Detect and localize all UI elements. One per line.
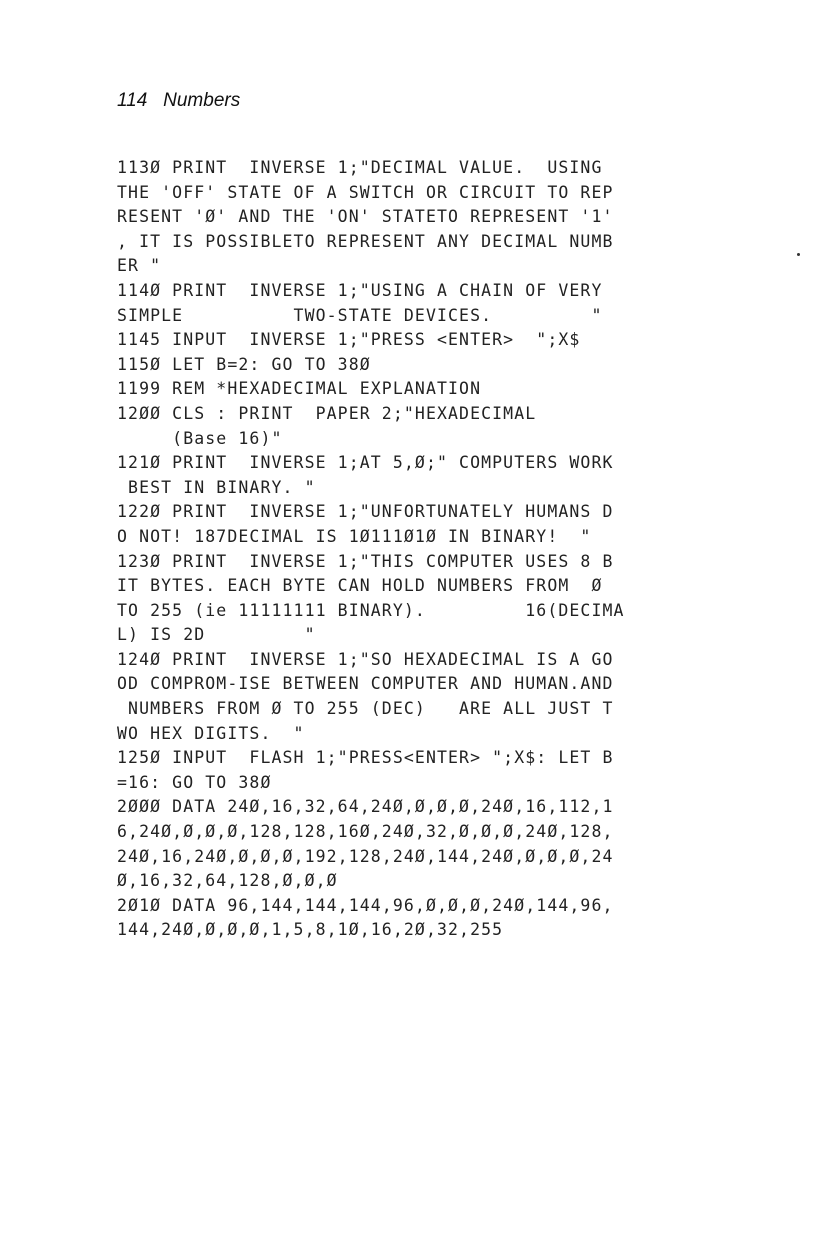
code-line: 125Ø INPUT FLASH 1;"PRESS<ENTER> ";X$: LET B <box>117 748 614 768</box>
code-line: =16: GO TO 38Ø <box>117 772 272 792</box>
code-line: 2ØØØ DATA 24Ø,16,32,64,24Ø,Ø,Ø,Ø,24Ø,16,112,1 <box>117 797 614 817</box>
code-line: 1145 INPUT INVERSE 1;"PRESS <ENTER> ";X$ <box>117 330 581 350</box>
page-number: 114 <box>117 90 148 111</box>
code-line: O NOT! 187DECIMAL IS 1Ø111Ø1Ø IN BINARY! " <box>117 526 592 546</box>
code-line: IT BYTES. EACH BYTE CAN HOLD NUMBERS FROM Ø <box>117 576 603 596</box>
code-line: THE 'OFF' STATE OF A SWITCH OR CIRCUIT TO REP <box>117 182 614 202</box>
code-line: WO HEX DIGITS. " <box>117 723 305 743</box>
code-line: SIMPLE TWO-STATE DEVICES. " <box>117 305 603 325</box>
code-line: 114Ø PRINT INVERSE 1;"USING A CHAIN OF VERY <box>117 280 603 300</box>
code-line: 122Ø PRINT INVERSE 1;"UNFORTUNATELY HUMANS D <box>117 502 614 522</box>
code-line: , IT IS POSSIBLETO REPRESENT ANY DECIMAL NUMB <box>117 231 614 251</box>
code-line: 24Ø,16,24Ø,Ø,Ø,Ø,192,128,24Ø,144,24Ø,Ø,Ø,Ø,24 <box>117 846 614 866</box>
code-line: RESENT 'Ø' AND THE 'ON' STATETO REPRESENT '1' <box>117 207 614 227</box>
code-line: L) IS 2D " <box>117 625 316 645</box>
running-head <box>117 90 240 112</box>
code-line: 144,24Ø,Ø,Ø,Ø,1,5,8,1Ø,16,2Ø,32,255 <box>117 920 504 940</box>
code-line: (Base 16)" <box>117 428 283 448</box>
code-line: 115Ø LET B=2: GO TO 38Ø <box>117 354 371 374</box>
code-line: NUMBERS FROM Ø TO 255 (DEC) ARE ALL JUST T <box>117 699 614 719</box>
code-line: BEST IN BINARY. " <box>117 477 316 497</box>
code-line: 123Ø PRINT INVERSE 1;"THIS COMPUTER USES 8 B <box>117 551 614 571</box>
code-line: TO 255 (ie 11111111 BINARY). 16(DECIMA <box>117 600 625 620</box>
code-line: OD COMPROM-ISE BETWEEN COMPUTER AND HUMAN.AND <box>117 674 614 694</box>
code-line: 121Ø PRINT INVERSE 1;AT 5,Ø;" COMPUTERS WORK <box>117 453 614 473</box>
code-line: Ø,16,32,64,128,Ø,Ø,Ø <box>117 871 338 891</box>
code-line: 2Ø1Ø DATA 96,144,144,144,96,Ø,Ø,Ø,24Ø,144,96, <box>117 895 614 915</box>
print-speck <box>797 253 800 256</box>
section-title: Numbers <box>163 90 241 111</box>
basic-program-listing <box>117 156 757 943</box>
code-line: 113Ø PRINT INVERSE 1;"DECIMAL VALUE. USING <box>117 158 603 177</box>
code-line: ER " <box>117 256 162 276</box>
code-line: 6,24Ø,Ø,Ø,Ø,128,128,16Ø,24Ø,32,Ø,Ø,Ø,24Ø,128, <box>117 822 614 842</box>
code-line: 1199 REM *HEXADECIMAL EXPLANATION <box>117 379 482 399</box>
code-line: 124Ø PRINT INVERSE 1;"SO HEXADECIMAL IS A GO <box>117 649 614 669</box>
code-line: 12ØØ CLS : PRINT PAPER 2;"HEXADECIMAL <box>117 403 537 423</box>
